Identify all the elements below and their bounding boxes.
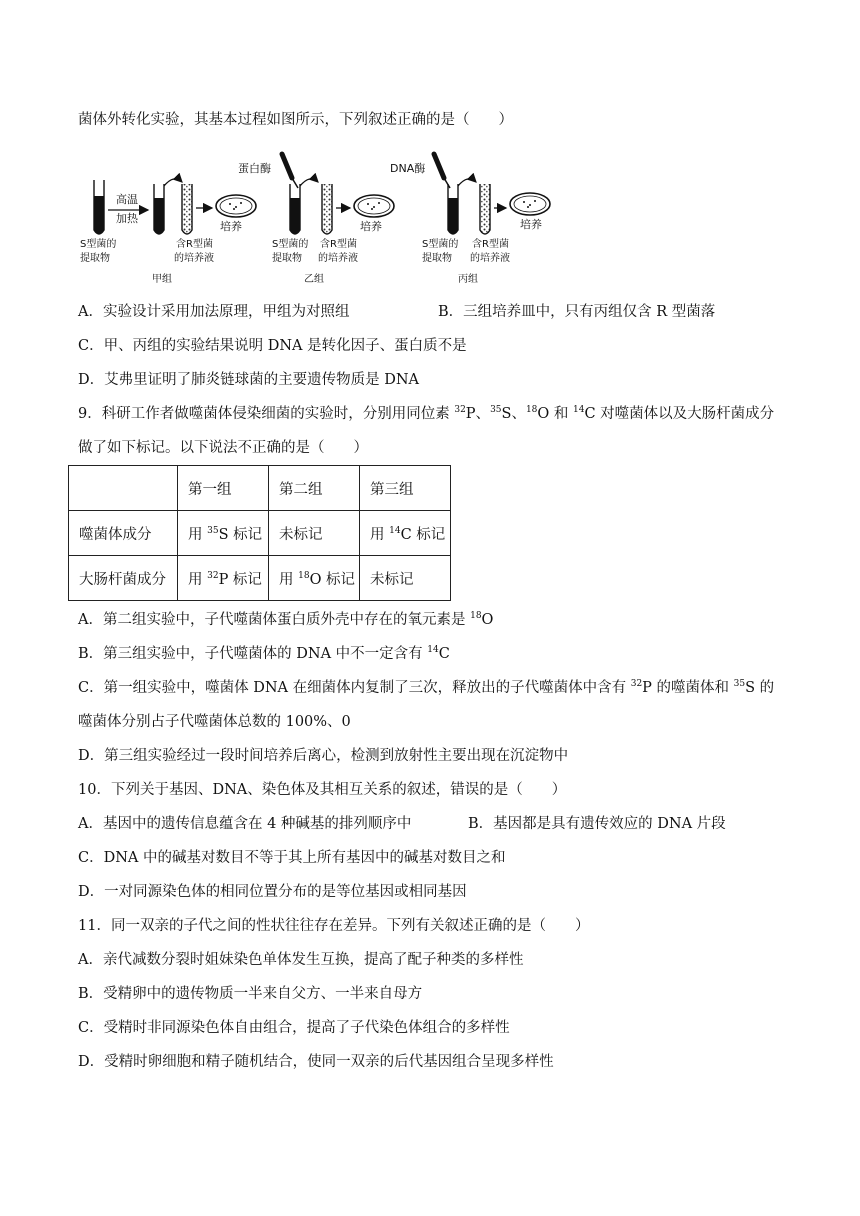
group-name: 乙组	[304, 274, 324, 285]
transformation-experiment-figure	[78, 148, 558, 288]
q10-option-d: D．一对同源染色体的相同位置分布的是等位基因或相同基因	[78, 884, 467, 900]
test-tube-icon	[448, 184, 458, 234]
table-header-cell: 第二组	[269, 466, 360, 511]
table-cell: 用 $^{32}$P 标记	[178, 556, 269, 601]
question-9-stem-line-2: 做了如下标记。以下说法不正确的是（ ）	[78, 440, 368, 456]
heat-label-2: 加热	[116, 212, 138, 225]
group-name: 丙组	[458, 274, 478, 285]
q11-option-d: D．受精时卵细胞和精子随机结合，使同一双亲的后代基因组合呈现多样性	[78, 1054, 554, 1070]
tube1-label-2: 提取物	[80, 253, 110, 264]
enzyme-label: DNA酶	[390, 162, 426, 175]
question-11-stem: 11．同一双亲的子代之间的性状往往存在差异。下列有关叙述正确的是（ ）	[78, 918, 590, 934]
dropper-icon	[282, 154, 298, 188]
tube1-label-2: 提取物	[272, 253, 302, 264]
heat-label-1: 高温	[116, 193, 138, 206]
table-cell: 用 $^{35}$S 标记	[178, 511, 269, 556]
table-row	[69, 511, 451, 556]
q8-option-d: D．艾弗里证明了肺炎链球菌的主要遗传物质是 DNA	[78, 372, 420, 388]
test-tube-icon	[154, 184, 164, 234]
q8-option-c: C．甲、丙组的实验结果说明 DNA 是转化因子、蛋白质不是	[78, 338, 467, 354]
petri-dish-icon	[510, 193, 550, 215]
q11-option-b: B．受精卵中的遗传物质一半来自父方、一半来自母方	[78, 986, 423, 1002]
table-row	[69, 556, 451, 601]
enzyme-label: 蛋白酶	[238, 162, 271, 175]
q9-option-a: A．第二组实验中，子代噬菌体蛋白质外壳中存在的氧元素是 $^{18}$O	[78, 611, 494, 628]
tube1-label-1: S型菌的	[422, 239, 459, 250]
culture-label: 培养	[220, 220, 242, 233]
group-yi	[238, 154, 394, 285]
q9-option-c-line-1: C．第一组实验中，噬菌体 DNA 在细菌体内复制了三次，释放出的子代噬菌体中含有 $^{32}$P 的噬菌体和 $^{35}$S 的	[78, 679, 775, 696]
tube2-label-1: 含R型菌	[320, 239, 357, 250]
q10-option-b: B．基因都是具有遗传效应的 DNA 片段	[468, 816, 726, 832]
table-header-cell: 第三组	[360, 466, 451, 511]
q8-option-a: A．实验设计采用加法原理，甲组为对照组	[78, 304, 350, 320]
pour-arrow-icon	[300, 179, 318, 186]
tube2-label-2: 的培养液	[174, 253, 214, 264]
pour-arrow-icon	[458, 179, 476, 186]
table-header-cell	[69, 466, 178, 511]
tube2-label-2: 的培养液	[470, 253, 510, 264]
table-cell: 用 $^{18}$O 标记	[269, 556, 360, 601]
row-label: 噬菌体成分	[69, 511, 178, 556]
table-header-row	[69, 466, 451, 511]
tube2-label-1: 含R型菌	[176, 239, 213, 250]
petri-dish-icon	[216, 195, 256, 217]
tube2-label-1: 含R型菌	[472, 239, 509, 250]
table-cell: 用 $^{14}$C 标记	[360, 511, 451, 556]
test-tube-icon	[290, 184, 300, 234]
table-cell: 未标记	[269, 511, 360, 556]
question-8-stem: 菌体外转化实验，其基本过程如图所示，下列叙述正确的是（ ）	[78, 112, 513, 128]
test-tube-icon	[94, 180, 104, 234]
q9-option-d: D．第三组实验经过一段时间培养后离心，检测到放射性主要出现在沉淀物中	[78, 748, 569, 764]
tube2-label-2: 的培养液	[318, 253, 358, 264]
petri-dish-icon	[354, 195, 394, 217]
q9-option-b: B．第三组实验中，子代噬菌体的 DNA 中不一定含有 $^{14}$C	[78, 645, 450, 662]
q9-option-c-line-2: 噬菌体分别占子代噬菌体总数的 100%、0	[78, 714, 351, 730]
table-cell: 未标记	[360, 556, 451, 601]
culture-tube-icon	[480, 184, 490, 234]
culture-tube-icon	[182, 184, 192, 234]
culture-label: 培养	[520, 218, 542, 231]
isotope-label-table	[68, 465, 451, 601]
group-bing	[390, 154, 550, 285]
group-jia	[80, 179, 256, 285]
group-name: 甲组	[152, 274, 172, 285]
q10-option-c: C．DNA 中的碱基对数目不等于其上所有基因中的碱基对数目之和	[78, 850, 506, 866]
dropper-icon	[434, 154, 450, 188]
row-label: 大肠杆菌成分	[69, 556, 178, 601]
question-9-stem-line-1: 9．科研工作者做噬菌体侵染细菌的实验时，分别用同位素 $^{32}$P、$^{35}$S、$^{18}$O 和 $^{14}$C 对噬菌体以及大肠杆菌成分	[78, 405, 775, 422]
q10-option-a: A．基因中的遗传信息蕴含在 4 种碱基的排列顺序中	[78, 816, 412, 832]
q8-option-b: B．三组培养皿中，只有丙组仅含 R 型菌落	[438, 304, 716, 320]
q11-option-a: A．亲代减数分裂时姐妹染色单体发生互换，提高了配子种类的多样性	[78, 952, 524, 968]
culture-label: 培养	[360, 220, 382, 233]
culture-tube-icon	[322, 184, 332, 234]
q11-option-c: C．受精时非同源染色体自由组合，提高了子代染色体组合的多样性	[78, 1020, 510, 1036]
pour-arrow-icon	[164, 179, 182, 186]
question-10-stem: 10．下列关于基因、DNA、染色体及其相互关系的叙述，错误的是（ ）	[78, 782, 567, 798]
tube1-label-1: S型菌的	[80, 239, 117, 250]
table-header-cell: 第一组	[178, 466, 269, 511]
tube1-label-1: S型菌的	[272, 239, 309, 250]
tube1-label-2: 提取物	[422, 253, 452, 264]
